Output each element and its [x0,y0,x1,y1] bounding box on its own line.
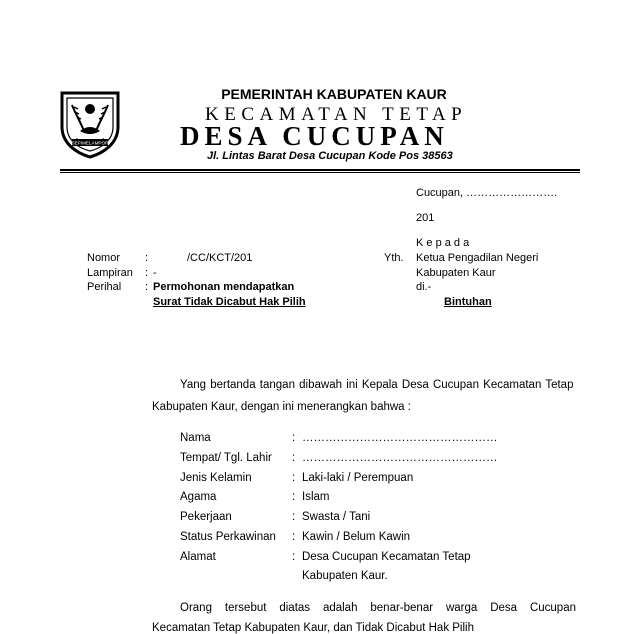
perihal-label: Perihal [87,281,122,293]
field-value: Islam [302,491,330,503]
header-address: Jl. Lintas Barat Desa Cucupan Kode Pos 38563 [207,150,453,162]
closing-word: warga [445,602,478,614]
field-colon: : [292,472,296,484]
header-village: DESA CUCUPAN [180,121,449,151]
field-colon: : [292,531,296,543]
header-district: KECAMATAN TETAP [205,104,468,125]
closing-word: tersebut [224,602,267,614]
field-value: Kawin / Belum Kawin [302,531,411,543]
recipient-line3: di.- [416,281,432,293]
field-colon: : [292,432,296,444]
perihal-colon: : [145,281,149,293]
date-year: 201 [416,212,435,224]
field-colon: : [292,491,296,503]
perihal-value-2: Surat Tidak Dicabut Hak Pilih [153,296,306,308]
field-label: Agama [180,491,217,503]
closing-word: Orang [180,602,212,614]
field-label: Alamat [180,551,216,563]
field-value: Laki-laki / Perempuan [302,472,414,484]
closing-word: Cucupan [529,602,576,614]
lampiran-value: - [153,267,157,279]
field-label: Status Perkawinan [180,531,276,543]
lampiran-colon: : [145,267,149,279]
closing-word: Desa [490,602,518,614]
alamat-continued: Kabupaten Kaur. [302,570,388,582]
lampiran-label: Lampiran [87,267,133,279]
field-label: Nama [180,432,211,444]
intro-line-2: Kabupaten Kaur, dengan ini menerangkan bahwa : [152,401,411,413]
recipient-line1: Ketua Pengadilan Negeri [416,252,539,264]
nomor-value: /CC/KCT/201 [187,252,253,264]
emblem-motto: SEPIMELAMPOR [71,140,109,146]
closing-line-2: Kecamatan Tetap Kabupaten Kaur, dan Tidak Dicabut Hak Pilih [152,622,474,634]
closing-word: adalah [322,602,358,614]
header-rule-thin [60,172,580,173]
field-value: Desa Cucupan Kecamatan Tetap [302,551,471,563]
field-label: Pekerjaan [180,511,232,523]
perihal-value: Permohonan mendapatkan [153,281,295,293]
recipient-line2: Kabupaten Kaur [416,267,496,279]
recipient-yth: Yth. [384,252,404,264]
field-value: Swasta / Tani [302,511,371,523]
nomor-colon: : [145,252,149,264]
field-colon: : [292,551,296,563]
field-label: Tempat/ Tgl. Lahir [180,452,272,464]
recipient-kepada: K e p a d a [416,237,470,249]
field-colon: : [292,452,296,464]
recipient-line4: Bintuhan [444,296,492,308]
field-label: Jenis Kelamin [180,472,252,484]
date-place: Cucupan, ……………………. [416,187,558,199]
header-rule [60,169,580,171]
field-value: …………………………………………… [302,452,498,464]
header-government: PEMERINTAH KABUPATEN KAUR [221,86,447,102]
nomor-label: Nomor [87,252,121,264]
field-colon: : [292,511,296,523]
field-value: …………………………………………… [302,432,498,444]
closing-word: diatas [279,602,311,614]
intro-line-1: Yang bertanda tangan dibawah ini Kepala Desa Cucupan Kecamatan Tetap [180,379,574,391]
closing-word: benar-benar [370,602,434,614]
closing-line-1 [180,602,576,614]
